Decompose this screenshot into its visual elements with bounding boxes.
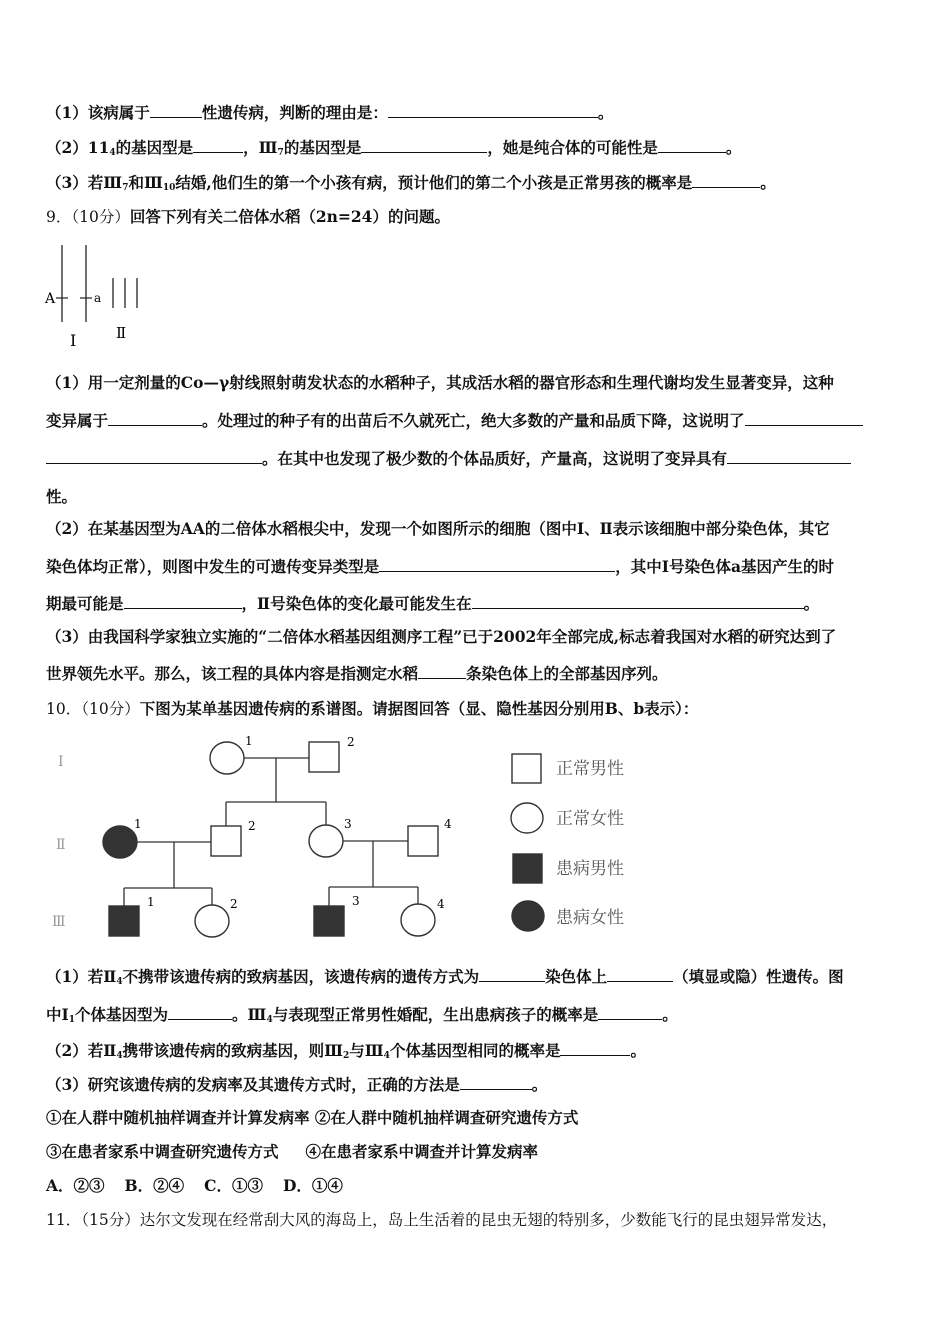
answer-blank[interactable] [460, 1074, 532, 1090]
q10-options-line2: ③在患者家系中调查研究遗传方式 ④在患者家系中调查并计算发病率 [46, 1142, 538, 1161]
individual-II2-normal-male [211, 826, 241, 856]
number-III2: 2 [230, 897, 238, 911]
individual-I1-normal-female [210, 742, 244, 774]
answer-blank[interactable] [472, 593, 804, 609]
label-II: Ⅱ [116, 324, 127, 342]
q9-part1-line3: 。在其中也发现了极少数的个体品质好，产量高，这说明了变异具有 [46, 448, 910, 470]
legend-affected-female-symbol [512, 901, 544, 931]
q10-part2: （2）若$Ⅱ_4$携带该遗传病的致病基因，则$Ⅲ_2$与$Ⅲ_4$个体基因型相同的概率是 。 [46, 1041, 646, 1061]
answer-blank[interactable] [361, 137, 487, 153]
q9-part2-line3: 期最可能是 ，Ⅱ号染色体的变化最可能发生在 。 [46, 594, 820, 613]
choice-B[interactable]: B．②④ [124, 1176, 185, 1195]
number-III4: 4 [437, 897, 445, 911]
q10-stem: 10．（10分）下图为某单基因遗传病的系谱图。请据图回答（显、隐性基因分别用B、b表示）： [46, 699, 699, 718]
individual-II3-normal-female [309, 825, 343, 857]
answer-blank[interactable] [388, 102, 598, 118]
individual-III1-affected-male [109, 906, 139, 936]
number-II4: 4 [444, 817, 452, 831]
q10-part1-line2: 中$Ⅰ_1$个体基因型为 。$Ⅲ_4$与表现型正常男性婚配，生出患病孩子的概率是 。 [46, 1005, 678, 1025]
q9-part1-line1: （1）用一定剂量的Co—γ射线照射萌发状态的水稻种子，其成活水稻的器官形态和生理代谢均发生显著变异，这种 [46, 373, 834, 392]
q10-options-line1: ①在人群中随机抽样调查并计算发病率 ②在人群中随机抽样调查研究遗传方式 [46, 1108, 579, 1127]
answer-blank[interactable] [745, 410, 863, 426]
legend-normal-female: 正常女性 [556, 809, 624, 829]
q9-part2-line1: （2）在某基因型为AA的二倍体水稻根尖中，发现一个如图所示的细胞（图中Ⅰ、Ⅱ表示该细胞中部分染色体，其它 [46, 519, 830, 538]
label-A: A [45, 291, 56, 307]
q8-part3: （3）若$Ⅲ_7$和$Ⅲ_{10}$结婚,他们生的第一个小孩有病，预计他们的第二个小孩是正常男孩的概率是 。 [46, 173, 776, 193]
individual-I2-normal-male [309, 742, 339, 772]
individual-III3-affected-male [314, 906, 344, 936]
individual-III2-normal-female [195, 905, 229, 937]
legend-affected-female: 患病女性 [556, 908, 624, 928]
q10-part3: （3）研究该遗传病的发病率及其遗传方式时，正确的方法是 。 [46, 1075, 548, 1094]
answer-blank[interactable] [124, 593, 242, 609]
individual-II4-normal-male [408, 826, 438, 856]
answer-blank[interactable] [658, 137, 726, 153]
legend-affected-male-symbol [513, 854, 542, 883]
number-II3: 3 [344, 817, 352, 831]
q9-stem: 9．（10分）回答下列有关二倍体水稻（2n=24）的问题。 [46, 207, 450, 226]
answer-blank[interactable] [692, 172, 760, 188]
answer-blank[interactable] [108, 410, 202, 426]
legend-normal-female-symbol [511, 803, 543, 833]
q9-part1-line4: 性。 [46, 487, 78, 506]
number-II1: 1 [134, 817, 142, 831]
number-III1: 1 [147, 895, 155, 909]
choice-A[interactable]: A．②③ [46, 1176, 105, 1195]
q9-part1-line2: 变异属于 。处理过的种子有的出苗后不久就死亡，绝大多数的产量和品质下降，这说明了 [46, 410, 910, 432]
q8-part2: $(2)11_4$的基因型是 ，$Ⅲ_7$的基因型是 ，她是纯合体的可能性是 。 [46, 138, 742, 158]
answer-blank[interactable] [150, 102, 202, 118]
choice-C[interactable]: C．①③ [204, 1176, 263, 1195]
answer-blank[interactable] [168, 1004, 232, 1020]
label-a: a [94, 291, 102, 305]
answer-blank[interactable] [560, 1040, 630, 1056]
answer-blank[interactable] [46, 448, 262, 464]
number-III3: 3 [352, 894, 360, 908]
gen-label-I: Ⅰ [58, 754, 64, 770]
q9-part2-line2: 染色体均正常），则图中发生的可遗传变异类型是 ，其中Ⅰ号染色体a基因产生的时 [46, 557, 835, 576]
number-II2: 2 [248, 819, 256, 833]
q10-part1-line1: （1）若$Ⅱ_4$不携带该遗传病的致病基因，该遗传病的遗传方式为 染色体上 （填显或隐）性遗传。图 [46, 967, 844, 987]
number-I1: 1 [245, 734, 253, 748]
q9-part3-line2: 世界领先水平。那么，该工程的具体内容是指测定水稻 条染色体上的全部基因序列。 [46, 664, 668, 683]
answer-blank[interactable] [379, 556, 615, 572]
q8-part1: （1）该病属于 性遗传病，判断的理由是： 。 [46, 103, 614, 122]
gen-label-III: Ⅲ [52, 914, 66, 930]
q11-stem: 11．（15分）达尔文发现在经常刮大风的海岛上，岛上生活着的昆虫无翅的特别多，少数能飞行的昆虫翅异常发达， [46, 1211, 838, 1229]
q10-choices [46, 1175, 910, 1197]
answer-blank[interactable] [598, 1004, 662, 1020]
gen-label-II: Ⅱ [56, 837, 66, 853]
answer-blank[interactable] [727, 448, 851, 464]
chromosome-figure [40, 240, 160, 352]
legend-affected-male: 患病男性 [556, 859, 624, 879]
label-I: Ⅰ [70, 331, 77, 350]
answer-blank[interactable] [418, 663, 466, 679]
answer-blank[interactable] [193, 137, 243, 153]
legend-normal-male-symbol [512, 754, 541, 783]
q9-part3-line1: （3）由我国科学家独立实施的“二倍体水稻基因组测序工程”已于2002年全部完成,标志着我国对水稻的研究达到了 [46, 627, 837, 646]
legend-normal-male: 正常男性 [556, 759, 624, 779]
answer-blank[interactable] [607, 966, 673, 982]
answer-blank[interactable] [479, 966, 545, 982]
individual-II1-affected-female [103, 826, 137, 858]
number-I2: 2 [347, 735, 355, 749]
individual-III4-normal-female [401, 904, 435, 936]
choice-D[interactable]: D．①④ [282, 1176, 343, 1195]
pedigree-chart [40, 730, 680, 952]
